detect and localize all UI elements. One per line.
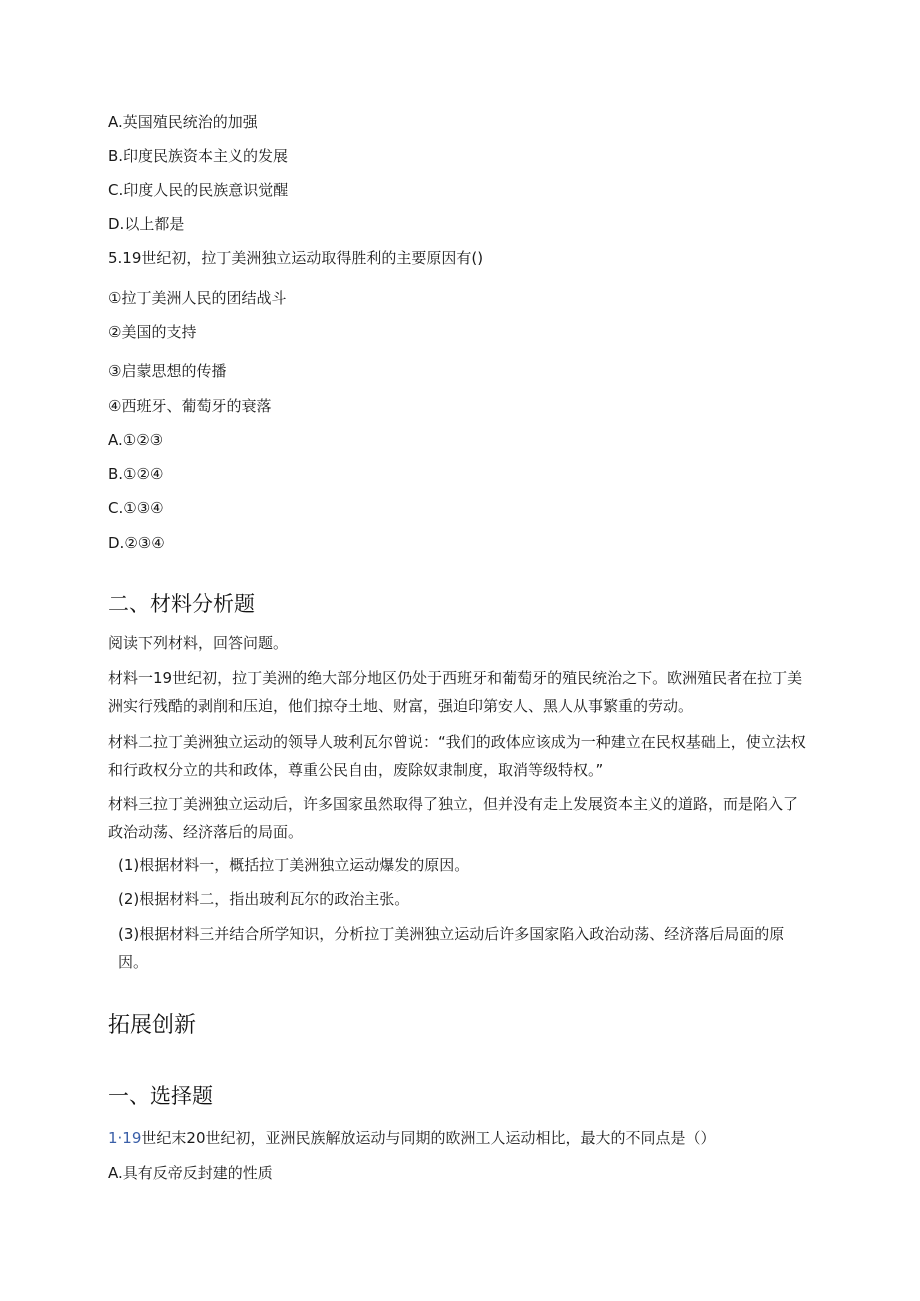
extension-q1-text: 世纪末20世纪初，亚洲民族解放运动与同期的欧洲工人运动相比，最大的不同点是（）: [141, 1129, 716, 1147]
question-3: (3)根据材料三并结合所学知识，分析拉丁美洲独立运动后许多国家陷入政治动荡、经济落后局面的原因。: [118, 925, 785, 971]
q5-option-b: B.①②④: [108, 465, 164, 483]
q5-stem: 5.19世纪初，拉丁美洲独立运动取得胜利的主要原因有(): [108, 249, 484, 267]
q4-option-c: C.印度人民的民族意识觉醒: [108, 181, 289, 199]
extension-title: 拓展创新: [108, 1013, 197, 1038]
part2-intro: 阅读下列材料，回答问题。: [108, 634, 289, 652]
q5-item-1: ①拉丁美洲人民的团结战斗: [108, 289, 287, 307]
material-1: 材料一19世纪初，拉丁美洲的绝大部分地区仍处于西班牙和葡萄牙的殖民统治之下。欧洲殖民者在拉丁美洲实行残酷的剥削和压迫，他们掠夺土地、财富，强迫印第安人、黑人从事繁重的劳动。: [108, 669, 803, 715]
extension-q1: [108, 1128, 716, 1148]
q5-option-c: C.①③④: [108, 499, 164, 517]
part2-heading: 二、材料分析题: [108, 592, 255, 616]
question-2: (2)根据材料二，指出玻利瓦尔的政治主张。: [118, 890, 410, 908]
extension-q1-option-a: A.具有反帝反封建的性质: [108, 1164, 273, 1182]
extension-heading: 一、选择题: [108, 1084, 213, 1108]
q4-option-d: D.以上都是: [108, 215, 185, 233]
material-3: 材料三拉丁美洲独立运动后，许多国家虽然取得了独立，但并没有走上发展资本主义的道路，而是陷入了政治动荡、经济落后的局面。: [108, 795, 799, 841]
q5-item-3: ③启蒙思想的传播: [108, 362, 227, 380]
q4-option-b: B.印度民族资本主义的发展: [108, 147, 289, 165]
question-1: (1)根据材料一，概括拉丁美洲独立运动爆发的原因。: [118, 856, 470, 874]
q5-item-4: ④西班牙、葡萄牙的衰落: [108, 397, 272, 415]
q4-option-a: A.英国殖民统治的加强: [108, 113, 258, 131]
q5-option-a: A.①②③: [108, 431, 164, 449]
q5-option-d: D.②③④: [108, 534, 165, 552]
extension-q1-number: 1·19: [108, 1129, 142, 1147]
q5-item-2: ②美国的支持: [108, 323, 197, 341]
material-2: 材料二拉丁美洲独立运动的领导人玻利瓦尔曾说：“我们的政体应该成为一种建立在民权基础上，使立法权和行政权分立的共和政体，尊重公民自由，废除奴隶制度，取消等级特权。”: [108, 733, 806, 779]
